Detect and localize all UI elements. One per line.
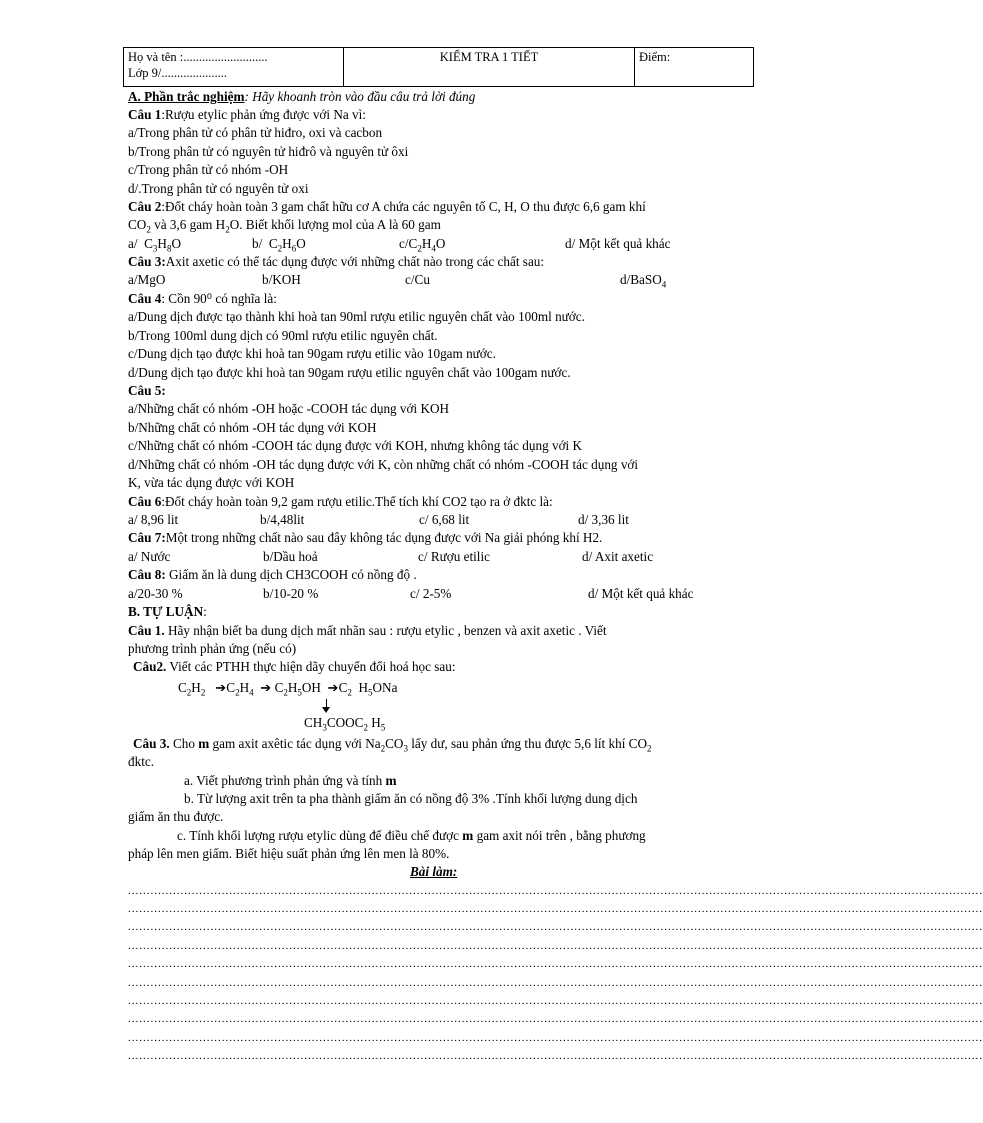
q3-stem: Câu 3:Axit axetic có thể tác dụng được với những chất nào trong các chất sau: — [128, 254, 545, 269]
q4-option-b: b/Trong 100ml dung dịch có 90ml rượu etilic nguyên chất. — [128, 328, 438, 343]
arrow-icon: ➔ — [215, 680, 227, 695]
student-info-cell — [124, 48, 344, 87]
b3-part-c-line2: pháp lên men giấm. Biết hiệu suất phản ứng lên men là 80%. — [128, 846, 450, 861]
arrow-down-head-icon — [322, 707, 330, 713]
arrow-icon: ➔ — [260, 680, 272, 695]
q4-option-a: a/Dung dịch được tạo thành khi hoà tan 90ml rượu etilic nguyên chất vào 100ml nước. — [128, 309, 585, 324]
q8-option-d: d/ Một kết quả khác — [588, 586, 694, 601]
q8-option-a: a/20-30 % — [128, 586, 183, 601]
q6-stem: Câu 6:Đốt cháy hoàn toàn 9,2 gam rượu etilic.Thể tích khí CO2 tạo ra ở đktc là: — [128, 494, 553, 509]
q6-option-d: d/ 3,36 lit — [578, 512, 629, 527]
b3-part-a: a. Viết phương trình phản ứng và tính m — [184, 773, 397, 788]
answer-line: .................................................................................................................................................................................................................................... — [128, 1032, 983, 1044]
header-table — [123, 47, 754, 87]
answer-line: .................................................................................................................................................................................................................................... — [128, 903, 983, 915]
answer-line: .................................................................................................................................................................................................................................... — [128, 1013, 983, 1025]
q2-option-d: d/ Một kết quả khác — [565, 236, 671, 251]
score-field: Điểm: — [635, 48, 754, 87]
answer-line: .................................................................................................................................................................................................................................... — [128, 995, 983, 1007]
q5-option-b: b/Những chất có nhóm -OH tác dụng với KOH — [128, 420, 377, 435]
answer-line: .................................................................................................................................................................................................................................... — [128, 958, 983, 970]
q1-option-b: b/Trong phân tử có nguyên tử hiđrô và nguyên tử ôxi — [128, 144, 409, 159]
q8-option-c: c/ 2-5% — [410, 586, 452, 601]
arrow-icon: ➔ — [327, 680, 339, 695]
q8-stem: Câu 8: Giấm ăn là dung dịch CH3COOH có nồng độ . — [128, 567, 417, 582]
class-field: Lớp 9/..................... — [128, 66, 227, 80]
name-field: Họ và tên :........................... — [128, 50, 268, 64]
q6-option-a: a/ 8,96 lit — [128, 512, 179, 527]
part-a-instruction: : Hãy khoanh tròn vào đầu câu trả lời đúng — [244, 89, 476, 104]
q3-option-d: d/BaSO$_4$ — [620, 272, 667, 290]
q3-option-b: b/KOH — [262, 272, 301, 287]
b1-line2: phương trình phản ứng (nếu có) — [128, 641, 297, 656]
q4-stem: Câu 4: Cồn 90⁰ có nghĩa là: — [128, 291, 277, 306]
q3-option-c: c/Cu — [405, 272, 430, 287]
q7-stem: Câu 7:Một trong những chất nào sau đây không tác dụng được với Na giải phóng khí H2. — [128, 530, 603, 545]
b3-part-b-line1: b. Từ lượng axit trên ta pha thành giấm ăn có nồng độ 3% .Tính khối lượng dung dịch — [184, 791, 638, 806]
exam-title: KIỂM TRA 1 TIẾT — [344, 48, 635, 87]
answer-line: .................................................................................................................................................................................................................................... — [128, 1050, 983, 1062]
b3-line1: Câu 3. Cho m gam axit axêtic tác dụng với $Na_2CO_3$ lấy dư, sau phản ứng thu được 5,6 lít khí $CO_2$ — [133, 736, 652, 754]
b1-line1: Câu 1. Hãy nhận biết ba dung dịch mất nhãn sau : rượu etylic , benzen và axit axetic . Viết — [128, 623, 607, 638]
q7-option-c: c/ Rượu etilic — [418, 549, 490, 564]
q1-option-c: c/Trong phân tử có nhóm -OH — [128, 162, 289, 177]
q4-option-d: d/Dung dịch tạo được khi hoà tan 90gam rượu etilic nguyên chất vào 100gam nước. — [128, 365, 571, 380]
b2-reaction-chain: $C_2H_2$ $➔C_2H_4$ ➔ $C_2H_5OH$ $➔C_2$ $H_5ONa$ — [178, 680, 398, 698]
q4-option-c: c/Dung dịch tạo được khi hoà tan 90gam rượu etilic vào 10gam nước. — [128, 346, 496, 361]
q7-option-a: a/ Nước — [128, 549, 171, 564]
q6-option-b: b/4,48lit — [260, 512, 305, 527]
q5-option-d-line2: K, vừa tác dụng được với KOH — [128, 475, 295, 490]
q6-option-c: c/ 6,68 lit — [419, 512, 470, 527]
q1-option-a: a/Trong phân tử có phân tử hiđro, oxi và cacbon — [128, 125, 383, 140]
q7-option-d: d/ Axit axetic — [582, 549, 654, 564]
q3-option-a: a/MgO — [128, 272, 166, 287]
answer-line: .................................................................................................................................................................................................................................... — [128, 940, 983, 952]
q2-stem-line2: $CO_2$ và 3,6 gam $H_2O$. Biết khối lượng mol của A là 60 gam — [128, 217, 441, 235]
part-b-heading-line: B. TỰ LUẬN: — [128, 604, 207, 619]
part-b-heading: B. TỰ LUẬN — [128, 604, 204, 619]
q5-option-d-line1: d/Những chất có nhóm -OH tác dụng được với K, còn những chất có nhóm -COOH tác dụng với — [128, 457, 639, 472]
b2-stem: Câu2. Viết các PTHH thực hiện dãy chuyển đổi hoá học sau: — [133, 659, 456, 674]
q5-option-a: a/Những chất có nhóm -OH hoặc -COOH tác dụng với KOH — [128, 401, 450, 416]
q5-option-c: c/Những chất có nhóm -COOH tác dụng được với KOH, nhưng không tác dụng với K — [128, 438, 583, 453]
answer-line: .................................................................................................................................................................................................................................... — [128, 977, 983, 989]
part-a-heading: A. Phần trắc nghiệm — [128, 89, 245, 104]
answer-line: .................................................................................................................................................................................................................................... — [128, 885, 983, 897]
q7-option-b: b/Dầu hoả — [263, 549, 318, 564]
q2-stem-line1: Câu 2:Đốt cháy hoàn toàn 3 gam chất hữu cơ A chứa các nguyên tố C, H, O thu được 6,6 gam khí — [128, 199, 646, 214]
q5-label: Câu 5: — [128, 383, 166, 398]
q1-stem: Câu 1:Rượu etylic phản ứng được với Na vì: — [128, 107, 366, 122]
b3-part-c-line1: c. Tính khối lượng rượu etylic dùng để điều chế được m gam axit nói trên , bằng phương — [177, 828, 646, 843]
part-a-heading-line — [128, 88, 782, 106]
q8-option-b: b/10-20 % — [263, 586, 319, 601]
q2-option-a: a/ $C_3H_8O$ — [128, 236, 181, 254]
b3-part-b-line2: giấm ăn thu được. — [128, 809, 224, 824]
answer-heading: Bài làm: — [410, 864, 458, 879]
q1-option-d: d/.Trong phân tử có nguyên tử oxi — [128, 181, 309, 196]
b2-product: $CH_3COOC_2$ $H_5$ — [304, 715, 386, 733]
q2-option-b: b/ $C_2H_6O$ — [252, 236, 306, 254]
q2-option-c: $c/C_2H_4O$ — [399, 236, 446, 254]
b3-line2: đktc. — [128, 754, 155, 769]
answer-line: .................................................................................................................................................................................................................................... — [128, 921, 983, 933]
